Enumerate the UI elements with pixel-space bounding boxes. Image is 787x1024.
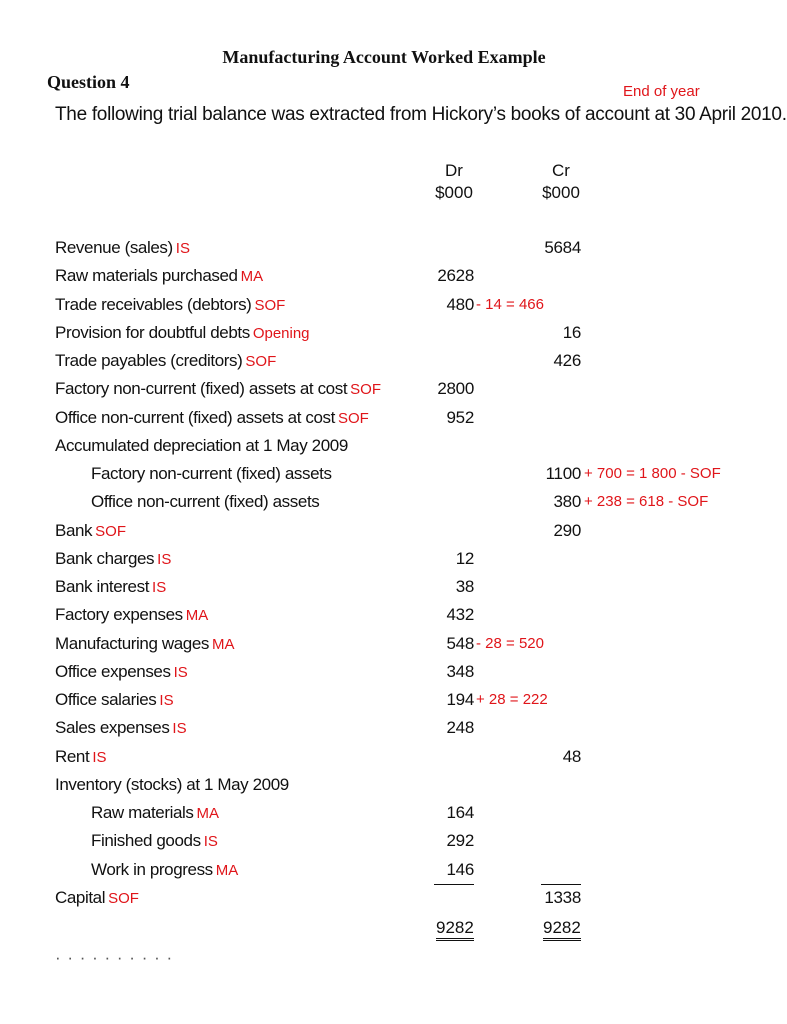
page-title: Manufacturing Account Worked Example xyxy=(222,47,546,67)
row-label xyxy=(91,464,332,484)
row-label xyxy=(55,266,263,286)
row-label xyxy=(55,521,126,541)
row-label xyxy=(55,605,208,625)
table-row xyxy=(0,464,768,492)
table-row xyxy=(0,634,768,662)
cr-amount: 426 xyxy=(553,351,581,370)
row-label-text: Finished goods xyxy=(91,831,201,851)
row-label-text: Sales expenses xyxy=(55,718,170,738)
table-row xyxy=(0,323,768,351)
statement-tag: SOF xyxy=(337,409,369,427)
row-label xyxy=(55,775,289,795)
statement-tag: Opening xyxy=(252,324,310,342)
row-label xyxy=(55,718,187,738)
dr-amount: 12 xyxy=(455,548,474,568)
end-of-year-annotation: End of year xyxy=(623,83,700,100)
row-label xyxy=(55,323,310,343)
row-label xyxy=(55,408,369,428)
row-label xyxy=(55,888,139,908)
row-label-text: Factory expenses xyxy=(55,605,183,625)
statement-tag: MA xyxy=(240,268,264,286)
table-row xyxy=(0,521,768,549)
statement-tag: SOF xyxy=(95,522,126,540)
statement-tag: IS xyxy=(175,240,190,257)
table-row xyxy=(0,379,768,407)
table-row xyxy=(0,295,768,323)
row-label xyxy=(55,577,166,597)
dr-column-header xyxy=(424,160,484,204)
cr-amount: 16 xyxy=(562,322,581,342)
dr-adjustment-note: - 14 = 466 xyxy=(476,295,544,313)
row-label xyxy=(55,351,276,371)
dr-amount: 194 xyxy=(446,690,474,709)
table-row xyxy=(0,775,768,803)
dr-amount: 38 xyxy=(455,577,474,596)
cr-amount: 1100 xyxy=(545,464,581,483)
cr-column-unit: $000 xyxy=(542,183,580,202)
row-label-text: Office expenses xyxy=(55,661,171,681)
row-label xyxy=(55,549,171,569)
dr-amount: 2800 xyxy=(437,379,474,399)
statement-tag: SOF xyxy=(245,353,277,370)
question-heading: Question 4 xyxy=(47,72,130,92)
cr-total-rule xyxy=(541,884,581,885)
row-label-text: Bank charges xyxy=(55,548,155,568)
row-label-text: Inventory (stocks) at 1 May 2009 xyxy=(55,774,289,794)
row-label xyxy=(55,662,188,682)
row-label-text: Office non-current (fixed) assets at cost xyxy=(55,407,335,427)
statement-tag: IS xyxy=(203,833,218,851)
statement-tag: MA xyxy=(212,635,235,653)
statement-tag: SOF xyxy=(350,381,381,399)
row-label-text: Factory non-current (fixed) assets xyxy=(91,464,332,483)
statement-tag: IS xyxy=(173,663,188,681)
table-row xyxy=(0,436,768,464)
cr-amount: 48 xyxy=(562,746,581,766)
dr-amount: 952 xyxy=(446,407,474,427)
dr-amount: 432 xyxy=(446,605,474,625)
row-label xyxy=(55,747,107,767)
cr-adjustment-note: + 238 = 618 - SOF xyxy=(584,493,709,511)
table-row xyxy=(0,492,768,520)
table-row xyxy=(0,747,768,775)
dr-amount: 248 xyxy=(446,718,474,738)
row-label-text: Provision for doubtful debts xyxy=(55,322,250,342)
row-label xyxy=(55,436,348,456)
table-row xyxy=(0,803,768,831)
cr-adjustment-note: + 700 = 1 800 - SOF xyxy=(584,465,721,482)
row-label-text: Bank xyxy=(55,520,93,540)
statement-tag: IS xyxy=(152,579,167,596)
statement-tag: IS xyxy=(157,550,172,568)
cr-column-header xyxy=(531,160,591,204)
table-row xyxy=(0,860,768,888)
row-label xyxy=(91,492,319,512)
table-row xyxy=(0,662,768,690)
table-row xyxy=(0,831,768,859)
dr-adjustment-note: - 28 = 520 xyxy=(476,634,544,652)
row-label xyxy=(55,634,235,654)
cr-amount: 290 xyxy=(553,520,581,540)
cr-amount: 5684 xyxy=(544,238,581,257)
table-row xyxy=(0,238,768,266)
dr-total-rule xyxy=(434,884,474,885)
dr-amount: 348 xyxy=(446,661,474,681)
dr-adjustment-note: + 28 = 222 xyxy=(476,691,548,708)
dr-amount: 2628 xyxy=(437,266,474,286)
row-label-text: Accumulated depreciation at 1 May 2009 xyxy=(55,435,348,455)
row-label-text: Rent xyxy=(55,746,90,766)
row-label xyxy=(91,831,218,851)
statement-tag: IS xyxy=(172,720,187,738)
row-label-text: Work in progress xyxy=(91,859,213,879)
cr-amount: 380 xyxy=(553,492,581,512)
statement-tag: SOF xyxy=(108,889,139,907)
statement-tag: IS xyxy=(92,748,107,766)
row-label xyxy=(55,690,174,710)
dr-column-unit: $000 xyxy=(435,183,473,202)
row-label-text: Office non-current (fixed) assets xyxy=(91,492,320,512)
statement-tag: MA xyxy=(185,607,209,625)
table-row xyxy=(0,549,768,577)
row-label xyxy=(91,803,219,823)
table-row xyxy=(0,408,768,436)
row-label-text: Factory non-current (fixed) assets at cost xyxy=(55,379,348,399)
dr-amount: 480 xyxy=(446,294,474,314)
table-row xyxy=(0,690,768,718)
statement-tag: MA xyxy=(215,861,239,879)
statement-tag: IS xyxy=(159,692,174,709)
dr-column-label: Dr xyxy=(445,161,463,180)
table-row xyxy=(0,577,768,605)
cr-amount: 1338 xyxy=(544,887,581,907)
row-label-text: Manufacturing wages xyxy=(55,633,209,653)
row-label-text: Bank interest xyxy=(55,577,150,596)
row-label-text: Trade payables (creditors) xyxy=(55,351,243,370)
statement-tag: MA xyxy=(196,805,219,822)
row-label xyxy=(91,860,238,880)
cr-total: 9282 xyxy=(543,918,581,941)
row-label-text: Revenue (sales) xyxy=(55,238,173,257)
row-label-text: Office salaries xyxy=(55,690,157,709)
dr-amount: 548 xyxy=(446,633,474,653)
row-label xyxy=(55,295,285,315)
dr-amount: 146 xyxy=(446,859,474,879)
row-label-text: Raw materials xyxy=(91,803,194,822)
table-row xyxy=(0,888,768,916)
row-label-text: Trade receivables (debtors) xyxy=(55,294,252,314)
dr-amount: 292 xyxy=(446,831,474,851)
cr-column-label: Cr xyxy=(552,161,570,180)
dr-amount: 164 xyxy=(446,803,474,822)
row-label-text: Raw materials purchased xyxy=(55,266,238,286)
table-row xyxy=(0,605,768,633)
intro-sentence: The following trial balance was extracted from Hickory’s books of account at 30 April 2010. xyxy=(55,104,787,125)
truncated-next-heading: · · · · · · · · · · xyxy=(55,948,174,967)
row-label xyxy=(55,238,190,258)
table-row xyxy=(0,351,768,379)
statement-tag: SOF xyxy=(254,296,286,314)
table-row xyxy=(0,718,768,746)
row-label xyxy=(55,379,381,399)
row-label-text: Capital xyxy=(55,887,106,907)
table-row xyxy=(0,266,768,294)
dr-total: 9282 xyxy=(436,918,474,941)
